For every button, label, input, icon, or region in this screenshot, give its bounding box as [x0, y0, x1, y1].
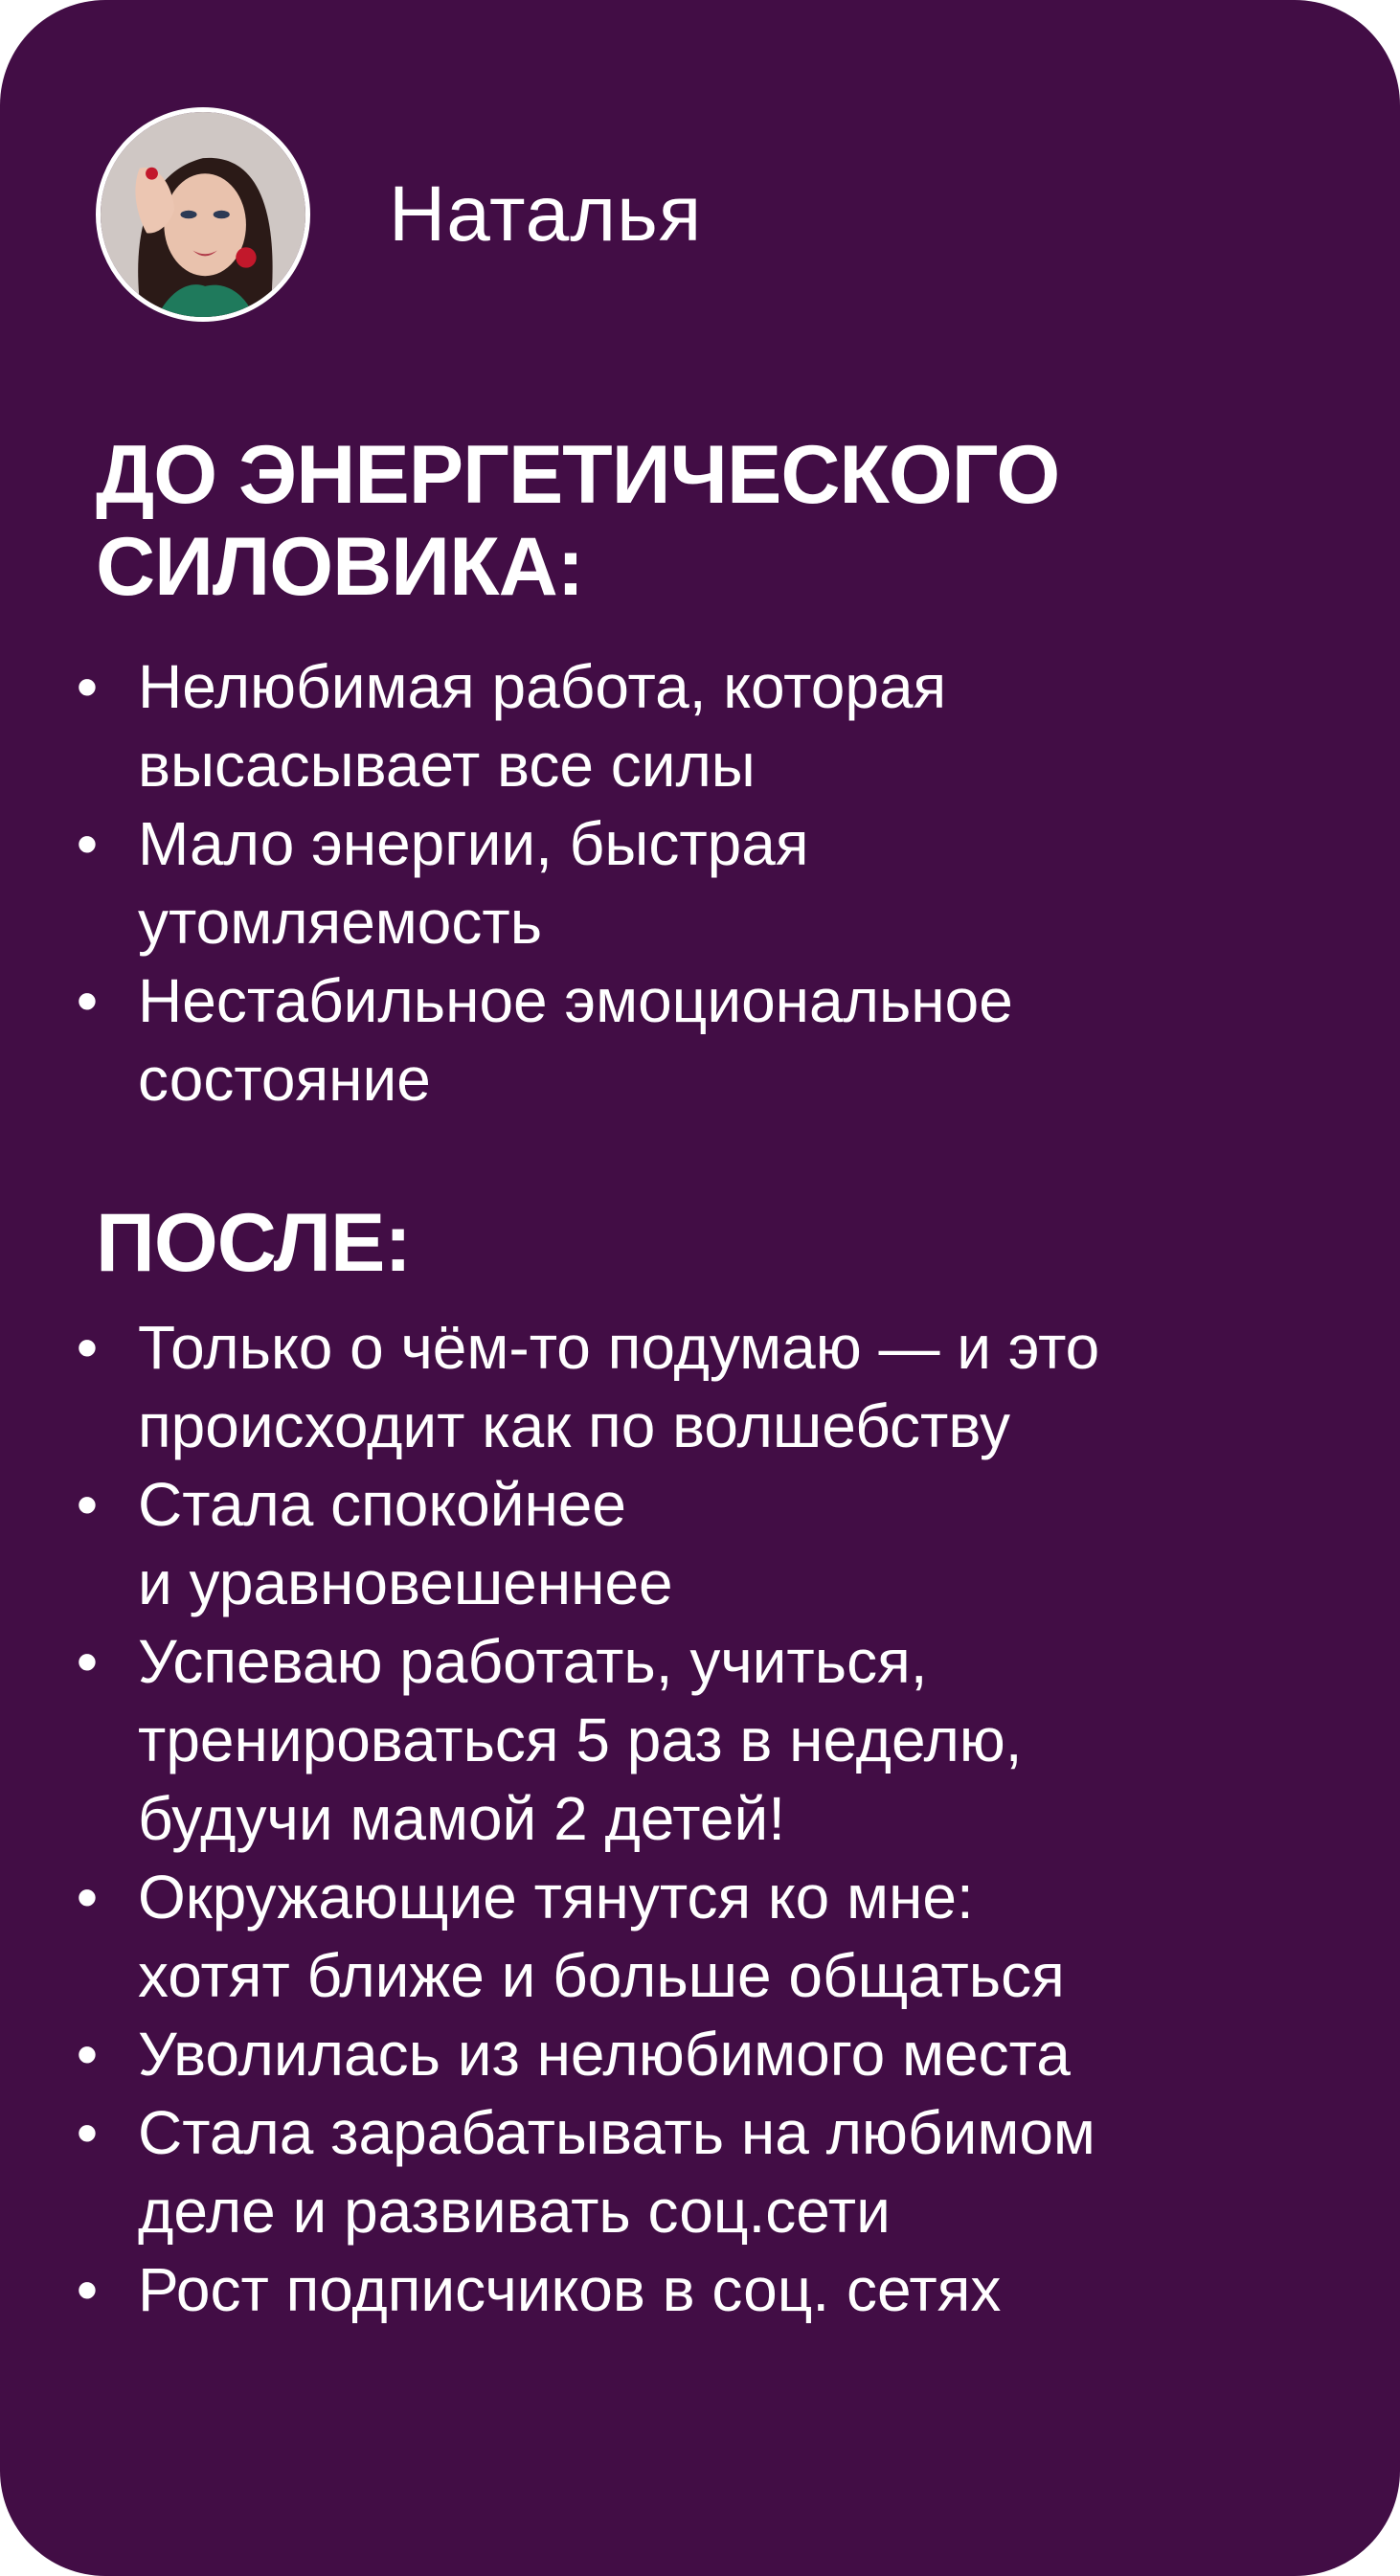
bullet-icon: •	[76, 652, 99, 721]
list-item	[73, 647, 1343, 804]
list-item-text: хотят ближе и больше общаться	[138, 1941, 1065, 2010]
bullet-icon: •	[76, 966, 99, 1035]
list-item-text: Рост подписчиков в соц. сетях	[138, 2255, 1002, 2324]
list-item	[73, 1465, 1343, 1622]
list-item-text: высасывает все силы	[138, 731, 756, 800]
list-item	[73, 2250, 1343, 2329]
after-section-title: ПОСЛЕ:	[96, 1197, 412, 1289]
bullet-icon: •	[76, 2255, 99, 2324]
before-section-title	[96, 429, 1059, 613]
bullet-icon: •	[76, 2098, 99, 2167]
list-item-text: происходит как по волшебству	[138, 1391, 1010, 1460]
bullet-icon: •	[76, 1470, 99, 1539]
list-item	[73, 1308, 1343, 1465]
list-item-text: Окружающие тянутся ко мне:	[138, 1863, 974, 1932]
list-item-text: Стала спокойнее	[138, 1470, 626, 1539]
bullet-icon: •	[76, 1627, 99, 1696]
list-item-text: Мало энергии, быстрая	[138, 809, 809, 878]
list-item-text: Нелюбимая работа, которая	[138, 652, 947, 721]
bullet-icon: •	[76, 1313, 99, 1382]
list-item-text: Успеваю работать, учиться,	[138, 1627, 928, 1696]
list-item-text: Уволилась из нелюбимого места	[138, 2020, 1071, 2089]
avatar	[96, 107, 310, 322]
list-item	[73, 2093, 1343, 2250]
list-item-text: деле и развивать соц.сети	[138, 2177, 891, 2246]
list-item	[73, 1622, 1343, 1858]
list-item-text: Стала зарабатывать на любимом	[138, 2098, 1095, 2167]
list-item-text: тренироваться 5 раз в неделю,	[138, 1706, 1023, 1774]
before-list	[73, 647, 1343, 1119]
list-item-text: будучи мамой 2 детей!	[138, 1784, 785, 1853]
list-item-text: Нестабильное эмоциональное	[138, 966, 1013, 1035]
list-item	[73, 1858, 1343, 2015]
list-item-text: и уравновешеннее	[138, 1548, 673, 1617]
before-title-line1: ДО ЭНЕРГЕТИЧЕСКОГО	[96, 429, 1060, 521]
list-item	[73, 2015, 1343, 2093]
list-item	[73, 804, 1343, 961]
person-name: Наталья	[389, 170, 703, 258]
bullet-icon: •	[76, 2020, 99, 2089]
bullet-icon: •	[76, 809, 99, 878]
list-item-text: Только о чём-то подумаю — и это	[138, 1313, 1100, 1382]
list-item-text: состояние	[138, 1045, 431, 1114]
list-item-text: утомляемость	[138, 888, 543, 957]
list-item	[73, 961, 1343, 1119]
bullet-icon: •	[76, 1863, 99, 1932]
woman-portrait-photo-icon	[101, 112, 305, 317]
before-title-line2: СИЛОВИКА:	[96, 521, 584, 613]
profile-header	[96, 103, 702, 326]
after-list	[73, 1308, 1343, 2329]
